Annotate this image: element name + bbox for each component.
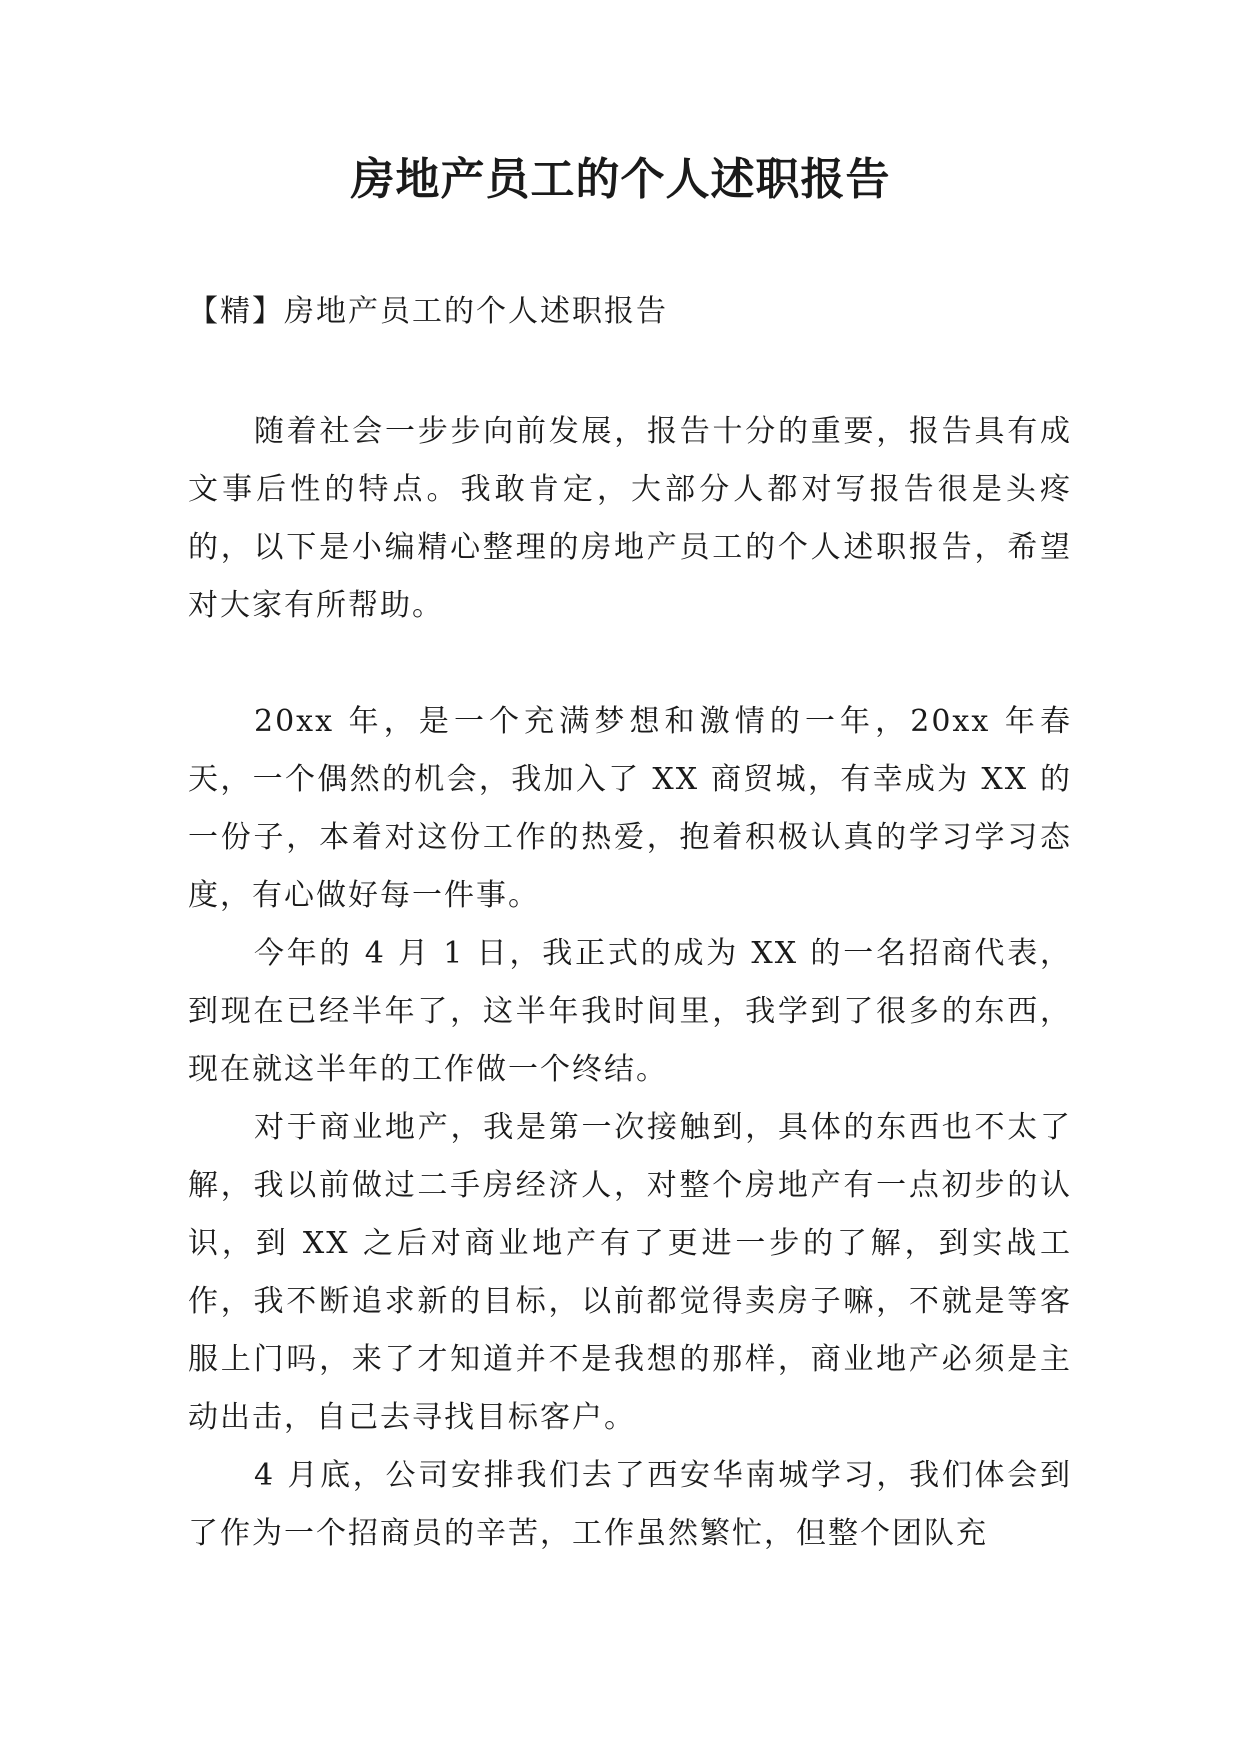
paragraph-start-date: 今年的 4 月 1 日，我正式的成为 XX 的一名招商代表，到现在已经半年了，这半年我时间里，我学到了很多的东西，现在就这半年的工作做一个终结。	[188, 936, 1072, 1087]
paragraph-spacer	[188, 635, 1072, 693]
paragraph-intro: 随着社会一步步向前发展，报告十分的重要，报告具有成文事后性的特点。我敢肯定，大部分人都对写报告很是头疼的，以下是小编精心整理的房地产员工的个人述职报告，希望对大家有所帮助。	[188, 414, 1072, 623]
document-subtitle: 【精】房地产员工的个人述职报告	[188, 294, 668, 329]
paragraph-training-trip: 4 月底，公司安排我们去了西安华南城学习，我们体会到了作为一个招商员的辛苦，工作虽然繁忙，但整个团队充	[188, 1458, 1072, 1551]
paragraph-joining: 20xx 年，是一个充满梦想和激情的一年，20xx 年春天，一个偶然的机会，我加入了 XX 商贸城，有幸成为 XX 的一份子，本着对这份工作的热爱，抱着积极认真的学习学习态度，有心做好每一件事。	[188, 704, 1072, 913]
paragraph-commercial-real-estate: 对于商业地产，我是第一次接触到，具体的东西也不太了解，我以前做过二手房经济人，对整个房地产有一点初步的认识，到 XX 之后对商业地产有了更进一步的了解，到实战工作，我不断追求新的目标，以前都觉得卖房子嘛，不就是等客服上门吗，来了才知道并不是我想的那样，商业地产必须是主动出击，自己去寻找目标客户。	[188, 1110, 1072, 1435]
document-title: 房地产员工的个人述职报告	[350, 154, 891, 205]
document-body	[188, 403, 1072, 1563]
